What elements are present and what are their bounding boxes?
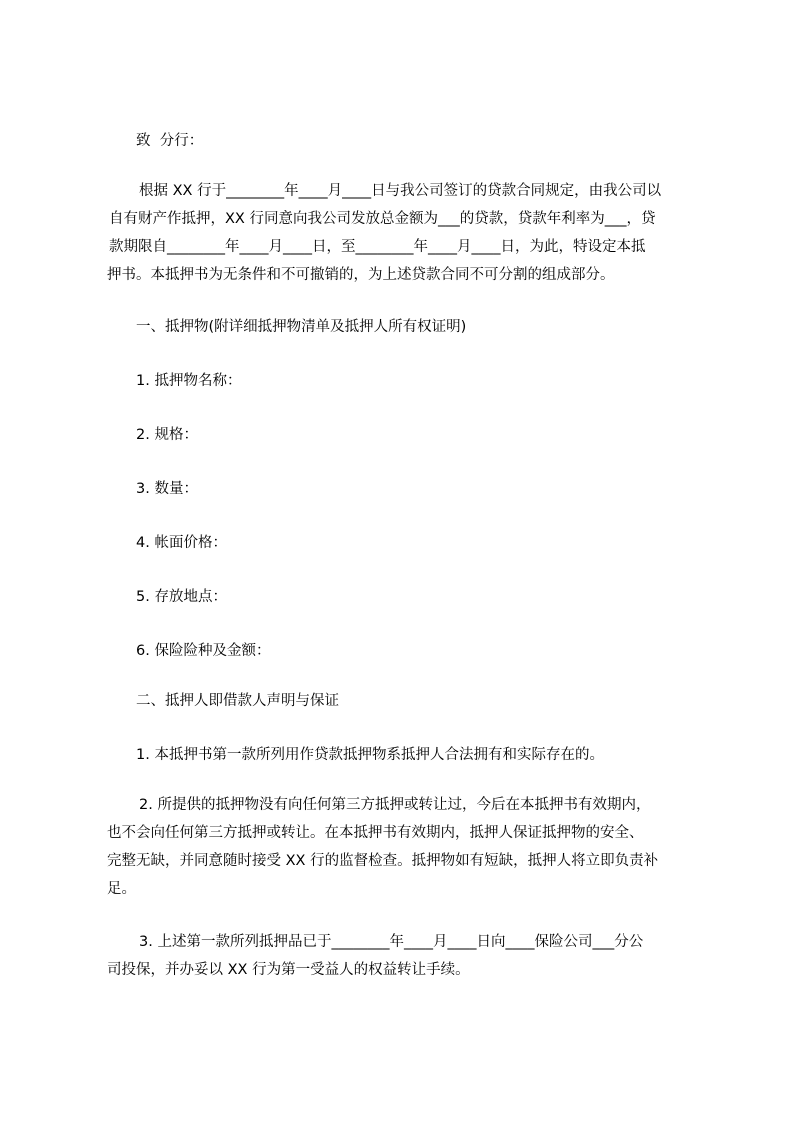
declaration-line: 司投保，并办妥以 XX 行为第一受益人的权益转让手续。 [107, 962, 470, 978]
section2-heading: 二、抵押人即借款人声明与保证 [136, 693, 339, 709]
declaration-line: 完整无缺，并同意随时接受 XX 行的监督检查。抵押物如有短缺，抵押人将立即负责补 [107, 853, 659, 869]
declaration-item-1: 1. 本抵押书第一款所列用作贷款抵押物系抵押人合法拥有和实际存在的。 [136, 747, 604, 763]
declaration-line: 足。 [107, 881, 136, 897]
declaration-line: 2. 所提供的抵押物没有向任何第三方抵押或转让过，今后在本抵押书有效期内， [139, 797, 651, 813]
collateral-item-location: 5. 存放地点： [136, 589, 227, 605]
collateral-item-insurance: 6. 保险险种及金额： [136, 643, 271, 659]
intro-line: 款期限自________年____月____日，至________年____月____日，为此，特设定本抵 [109, 239, 646, 255]
intro-line: 押书。本抵押书为无条件和不可撤销的，为上述贷款合同不可分割的组成部分。 [107, 267, 615, 283]
salutation: 致 分行： [136, 133, 204, 149]
collateral-item-spec: 2. 规格： [136, 427, 198, 443]
declaration-item-2 [107, 791, 697, 903]
intro-line: 自有财产作抵押，XX 行同意向我公司发放总金额为___的贷款，贷款年利率为___，贷 [109, 211, 656, 227]
declaration-item-3 [107, 928, 697, 984]
collateral-item-quantity: 3. 数量： [136, 481, 198, 497]
intro-line: 根据 XX 行于________年____月____日与我公司签订的贷款合同规定，由我公司以 [139, 183, 662, 199]
intro-paragraph [107, 177, 697, 289]
collateral-item-name: 1. 抵押物名称： [136, 373, 242, 389]
section1-heading: 一、抵押物(附详细抵押物清单及抵押人所有权证明) [136, 319, 467, 335]
collateral-item-book-value: 4. 帐面价格： [136, 535, 227, 551]
declaration-line: 也不会向任何第三方抵押或转让。在本抵押书有效期内，抵押人保证抵押物的安全、 [107, 825, 644, 841]
declaration-line: 3. 上述第一款所列抵押品已于________年____月____日向____保险公司___分公 [139, 934, 644, 950]
